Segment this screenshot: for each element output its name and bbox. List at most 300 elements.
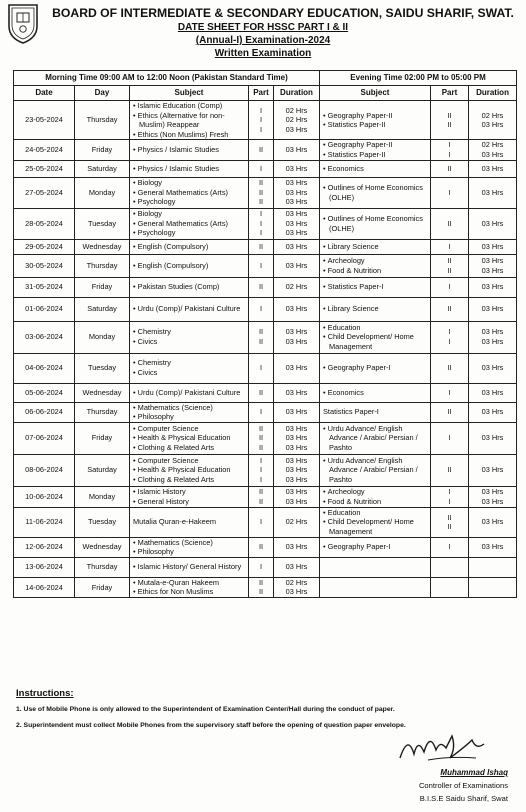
part-value: II (258, 241, 264, 251)
morning-duration-cell (274, 297, 320, 321)
morning-duration-cell (274, 277, 320, 297)
subject-item: • Psychology (132, 197, 246, 207)
handwritten-signature (380, 728, 510, 768)
day-cell: Thursday (75, 254, 130, 277)
duration-value: 03 Hrs (481, 387, 504, 397)
evening-duration-cell (469, 297, 517, 321)
part-value: I (259, 475, 263, 485)
evening-part-cell (431, 383, 469, 402)
evening-duration-cell (469, 383, 517, 402)
part-value: II (258, 587, 264, 597)
subject-item: • Food & Nutrition (322, 497, 428, 507)
subject-item: • Islamic History/ General History (132, 562, 246, 572)
part-value: II (447, 218, 452, 228)
subject-item: • Health & Physical Education (132, 465, 246, 475)
part-value: I (259, 465, 263, 475)
duration-value: 02 Hrs (481, 140, 504, 150)
evening-subject-cell (320, 101, 431, 140)
duration-value: 03 Hrs (285, 465, 308, 475)
evening-subject-cell (320, 297, 431, 321)
subject-item: • Archeology (322, 487, 428, 497)
table-row (14, 383, 517, 402)
subject-item: • Statistics Paper-II (322, 150, 428, 160)
duration-value: 03 Hrs (285, 363, 308, 373)
subject-item: • Mathematics (Science) (132, 538, 246, 548)
morning-part-cell (249, 277, 274, 297)
part-value: II (447, 304, 452, 314)
duration-value: 03 Hrs (285, 407, 308, 417)
date-cell: 31-05-2024 (14, 277, 75, 297)
subject-item: • Food & Nutrition (322, 266, 428, 276)
morning-part-cell (249, 557, 274, 577)
part-value: I (448, 487, 451, 497)
duration-value: 03 Hrs (481, 433, 504, 443)
date-cell: 30-05-2024 (14, 254, 75, 277)
morning-subject-cell (130, 557, 249, 577)
evening-subject-cell (320, 140, 431, 160)
day-cell: Saturday (75, 297, 130, 321)
evening-subject-cell (320, 254, 431, 277)
subject-item: • Urdu (Comp)/ Pakistani Culture (132, 388, 246, 398)
day-cell: Monday (75, 486, 130, 507)
part-value: I (259, 363, 263, 373)
evening-subject-cell (320, 402, 431, 422)
morning-duration-cell (274, 402, 320, 422)
subject-item: • Biology (132, 209, 246, 219)
part-value: II (447, 363, 452, 373)
date-cell: 04-06-2024 (14, 353, 75, 383)
morning-subject-cell (130, 208, 249, 239)
morning-subject-cell (130, 140, 249, 160)
part-value: II (447, 110, 452, 120)
subject-item: • Physics / Islamic Studies (132, 145, 246, 155)
duration-value: 02 Hrs (285, 115, 308, 125)
col-evening-subject: Subject (320, 86, 431, 101)
day-cell: Thursday (75, 101, 130, 140)
duration-value: 03 Hrs (285, 260, 308, 270)
evening-part-cell (431, 486, 469, 507)
part-value: II (447, 522, 452, 532)
evening-subject-cell (320, 321, 431, 353)
morning-subject-cell (130, 353, 249, 383)
evening-duration-cell (469, 160, 517, 177)
part-value: II (258, 187, 264, 197)
duration-value: 03 Hrs (285, 197, 308, 207)
part-value: I (259, 562, 263, 572)
evening-duration-cell (469, 177, 517, 208)
table-row (14, 454, 517, 486)
morning-subject-cell (130, 321, 249, 353)
morning-duration-cell (274, 486, 320, 507)
morning-subject-cell (130, 254, 249, 277)
day-cell: Saturday (75, 160, 130, 177)
part-value: I (259, 517, 263, 527)
day-cell: Tuesday (75, 507, 130, 537)
duration-value: 03 Hrs (481, 255, 504, 265)
subject-item: • Geography Paper-I (322, 363, 428, 373)
evening-duration-cell (469, 101, 517, 140)
morning-duration-cell (274, 208, 320, 239)
evening-session-heading: Evening Time 02:00 PM to 05:00 PM (320, 71, 517, 86)
duration-value: 03 Hrs (481, 265, 504, 275)
table-row (14, 507, 517, 537)
subject-item: • Ethics for Non Muslims (132, 587, 246, 597)
day-cell: Monday (75, 321, 130, 353)
duration-value: 03 Hrs (285, 163, 308, 173)
duration-value: 03 Hrs (481, 187, 504, 197)
evening-duration-cell (469, 557, 517, 577)
subject-item: Statistics Paper-I (323, 407, 379, 417)
evening-duration-cell (469, 208, 517, 239)
duration-value: 03 Hrs (285, 337, 308, 347)
duration-value: 03 Hrs (481, 487, 504, 497)
evening-subject-cell (320, 160, 431, 177)
duration-value: 03 Hrs (481, 218, 504, 228)
morning-part-cell (249, 383, 274, 402)
evening-duration-cell (469, 577, 517, 597)
duration-value: 03 Hrs (481, 120, 504, 130)
duration-value: 03 Hrs (285, 304, 308, 314)
signatory-name: Muhammad Ishaq (440, 768, 508, 777)
morning-subject-cell (130, 277, 249, 297)
morning-subject-cell (130, 486, 249, 507)
evening-subject-cell (320, 277, 431, 297)
table-row (14, 321, 517, 353)
part-value: I (448, 187, 451, 197)
duration-value: 03 Hrs (285, 487, 308, 497)
date-cell: 11-06-2024 (14, 507, 75, 537)
duration-value: 02 Hrs (285, 577, 308, 587)
duration-value: 03 Hrs (285, 423, 308, 433)
evening-part-cell (431, 239, 469, 254)
morning-duration-cell (274, 537, 320, 557)
subject-item: • Urdu Advance/ English Advance / Arabic/ Persian / Pashto (322, 424, 428, 453)
part-value: II (258, 433, 264, 443)
evening-subject-cell (320, 208, 431, 239)
part-value: II (447, 265, 452, 275)
morning-subject-cell (130, 239, 249, 254)
part-value: II (258, 423, 264, 433)
morning-duration-cell (274, 101, 320, 140)
duration-value: 03 Hrs (285, 587, 308, 597)
duration-value: 03 Hrs (481, 465, 504, 475)
duration-value: 03 Hrs (481, 304, 504, 314)
morning-part-cell (249, 254, 274, 277)
evening-part-cell (431, 160, 469, 177)
part-value: I (259, 218, 263, 228)
col-date: Date (14, 86, 75, 101)
evening-subject-cell (320, 177, 431, 208)
part-value: II (447, 512, 452, 522)
morning-subject-cell (130, 383, 249, 402)
date-cell: 14-06-2024 (14, 577, 75, 597)
part-value: II (258, 197, 264, 207)
subject-item: • Chemistry (132, 358, 246, 368)
morning-part-cell (249, 454, 274, 486)
part-value: II (258, 327, 264, 337)
col-day: Day (75, 86, 130, 101)
subject-item: • Mathematics (Science) (132, 403, 246, 413)
part-value: II (258, 178, 264, 188)
part-value: II (258, 487, 264, 497)
part-value: I (259, 228, 263, 238)
subject-item: • Computer Science (132, 424, 246, 434)
evening-duration-cell (469, 537, 517, 557)
subject-item: • Urdu (Comp)/ Pakistani Culture (132, 304, 246, 314)
part-value: I (259, 304, 263, 314)
morning-part-cell (249, 486, 274, 507)
morning-duration-cell (274, 507, 320, 537)
subject-item: • Archeology (322, 256, 428, 266)
evening-part-cell (431, 177, 469, 208)
table-row (14, 577, 517, 597)
evening-subject-cell (320, 353, 431, 383)
subject-item: • Child Development/ Home Management (322, 517, 428, 536)
morning-duration-cell (274, 140, 320, 160)
subject-item: • Ethics (Non Muslims) Fresh (132, 130, 246, 140)
duration-value: 02 Hrs (285, 517, 308, 527)
col-subject: Subject (130, 86, 249, 101)
subject-item: • Clothing & Related Arts (132, 443, 246, 453)
evening-duration-cell (469, 254, 517, 277)
evening-duration-cell (469, 454, 517, 486)
part-value: II (447, 255, 452, 265)
board-title: BOARD OF INTERMEDIATE & SECONDARY EDUCATION, SAIDU SHARIF, SWAT. (52, 6, 514, 20)
morning-subject-cell (130, 537, 249, 557)
evening-duration-cell (469, 507, 517, 537)
evening-subject-cell (320, 486, 431, 507)
subject-item: • General Mathematics (Arts) (132, 219, 246, 229)
subject-item: • Islamic History (132, 487, 246, 497)
morning-part-cell (249, 239, 274, 254)
evening-duration-cell (469, 402, 517, 422)
morning-subject-cell (130, 297, 249, 321)
part-value: I (259, 260, 263, 270)
part-value: II (258, 443, 264, 453)
morning-subject-cell (130, 577, 249, 597)
morning-part-cell (249, 297, 274, 321)
duration-value: 03 Hrs (285, 475, 308, 485)
morning-part-cell (249, 353, 274, 383)
morning-duration-cell (274, 353, 320, 383)
evening-part-cell (431, 140, 469, 160)
part-value: I (259, 115, 263, 125)
morning-duration-cell (274, 383, 320, 402)
subject-item: • Chemistry (132, 327, 246, 337)
day-cell: Friday (75, 422, 130, 454)
date-cell: 12-06-2024 (14, 537, 75, 557)
evening-part-cell (431, 557, 469, 577)
date-cell: 29-05-2024 (14, 239, 75, 254)
subject-item: • Physics / Islamic Studies (132, 164, 246, 174)
evening-subject-cell (320, 537, 431, 557)
signatory-title: Controller of Examinations (418, 781, 508, 790)
subject-item: • Library Science (322, 242, 428, 252)
morning-part-cell (249, 160, 274, 177)
duration-value: 03 Hrs (481, 496, 504, 506)
duration-value: 03 Hrs (285, 496, 308, 506)
duration-value: 03 Hrs (481, 282, 504, 292)
subject-item: • Statistics Paper-II (322, 120, 428, 130)
duration-value: 03 Hrs (481, 363, 504, 373)
table-row (14, 422, 517, 454)
subject-item: • Islamic Education (Comp) (132, 101, 246, 111)
date-cell: 28-05-2024 (14, 208, 75, 239)
duration-value: 03 Hrs (285, 209, 308, 219)
morning-session-heading: Morning Time 09:00 AM to 12:00 Noon (Pakistan Standard Time) (14, 71, 320, 86)
subject-item: • Geography Paper-I (322, 542, 428, 552)
table-row (14, 353, 517, 383)
subject-item: • English (Compulsory) (132, 261, 246, 271)
subject-item: • Education (322, 508, 428, 518)
part-value: I (448, 327, 451, 337)
date-cell: 24-05-2024 (14, 140, 75, 160)
table-row (14, 402, 517, 422)
part-value: II (258, 577, 264, 587)
evening-part-cell (431, 577, 469, 597)
subject-item: • General History (132, 497, 246, 507)
col-part: Part (249, 86, 274, 101)
subject-item: • Economics (322, 388, 428, 398)
evening-duration-cell (469, 486, 517, 507)
subject-item: • Philosophy (132, 412, 246, 422)
duration-value: 03 Hrs (285, 218, 308, 228)
part-value: II (258, 387, 264, 397)
date-cell: 23-05-2024 (14, 101, 75, 140)
table-row (14, 160, 517, 177)
part-value: I (259, 163, 263, 173)
duration-value: 03 Hrs (285, 542, 308, 552)
date-cell: 07-06-2024 (14, 422, 75, 454)
morning-duration-cell (274, 160, 320, 177)
table-row (14, 297, 517, 321)
duration-value: 02 Hrs (285, 282, 308, 292)
morning-subject-cell (130, 454, 249, 486)
evening-subject-cell (320, 577, 431, 597)
morning-part-cell (249, 208, 274, 239)
evening-part-cell (431, 422, 469, 454)
part-value: I (448, 433, 451, 443)
table-row (14, 101, 517, 140)
day-cell: Thursday (75, 557, 130, 577)
part-value: I (259, 124, 263, 134)
evening-part-cell (431, 208, 469, 239)
date-cell: 10-06-2024 (14, 486, 75, 507)
part-value: II (258, 337, 264, 347)
morning-part-cell (249, 422, 274, 454)
morning-part-cell (249, 101, 274, 140)
duration-value: 03 Hrs (481, 542, 504, 552)
duration-value: 02 Hrs (285, 105, 308, 115)
duration-value: 03 Hrs (481, 327, 504, 337)
duration-value: 03 Hrs (285, 562, 308, 572)
table-row (14, 177, 517, 208)
morning-subject-cell (130, 402, 249, 422)
morning-duration-cell (274, 557, 320, 577)
subject-item: • Pakistan Studies (Comp) (132, 282, 246, 292)
evening-subject-cell (320, 557, 431, 577)
exam-session: (Annual-I) Examination-2024 (195, 35, 331, 46)
evening-subject-cell (320, 454, 431, 486)
evening-part-cell (431, 321, 469, 353)
part-value: II (447, 465, 452, 475)
col-evening-duration: Duration (469, 86, 517, 101)
evening-subject-cell (320, 239, 431, 254)
evening-part-cell (431, 402, 469, 422)
morning-subject-cell (130, 160, 249, 177)
morning-duration-cell (274, 422, 320, 454)
subject-item: • Mutala-e-Quran Hakeem (132, 578, 246, 588)
morning-part-cell (249, 177, 274, 208)
duration-value: 03 Hrs (285, 187, 308, 197)
table-row (14, 239, 517, 254)
morning-part-cell (249, 140, 274, 160)
day-cell: Friday (75, 140, 130, 160)
subject-item: • Outlines of Home Economics (OLHE) (322, 214, 428, 233)
duration-value: 03 Hrs (481, 149, 504, 159)
date-cell: 13-06-2024 (14, 557, 75, 577)
morning-subject-cell (130, 177, 249, 208)
duration-value: 03 Hrs (481, 407, 504, 417)
evening-duration-cell (469, 422, 517, 454)
part-value: I (448, 241, 451, 251)
subject-item: Mutalia Quran-e-Hakeem (133, 517, 216, 527)
day-cell: Wednesday (75, 239, 130, 254)
table-row (14, 140, 517, 160)
subject-item: • Civics (132, 368, 246, 378)
subject-item: • Geography Paper-II (322, 111, 428, 121)
datesheet-title: DATE SHEET FOR HSSC PART I & II (177, 22, 349, 33)
evening-duration-cell (469, 277, 517, 297)
subject-item: • Economics (322, 164, 428, 174)
morning-part-cell (249, 507, 274, 537)
part-value: I (259, 105, 263, 115)
subject-item: • Child Development/ Home Management (322, 332, 428, 351)
instruction-item: 2. Superintendent must collect Mobile Phones from the supervisory staff before the opening of question paper envelope. (16, 722, 406, 729)
table-row (14, 557, 517, 577)
date-cell: 06-06-2024 (14, 402, 75, 422)
part-value: I (259, 209, 263, 219)
part-value: I (448, 496, 451, 506)
instruction-item: 1. Use of Mobile Phone is only allowed to the Superintendent of Examination Center/Hall during the conduct of paper. (16, 706, 395, 713)
exam-type: Written Examination (214, 48, 312, 59)
date-cell: 27-05-2024 (14, 177, 75, 208)
table-row (14, 537, 517, 557)
evening-part-cell (431, 507, 469, 537)
col-duration: Duration (274, 86, 320, 101)
evening-duration-cell (469, 321, 517, 353)
morning-duration-cell (274, 321, 320, 353)
evening-duration-cell (469, 140, 517, 160)
day-cell: Tuesday (75, 353, 130, 383)
table-row (14, 486, 517, 507)
evening-duration-cell (469, 239, 517, 254)
part-value: I (448, 140, 451, 150)
day-cell: Wednesday (75, 537, 130, 557)
duration-value: 03 Hrs (481, 337, 504, 347)
evening-subject-cell (320, 507, 431, 537)
duration-value: 03 Hrs (285, 145, 308, 155)
subject-item: • Ethics (Alternative for non-Muslim) Reappear (132, 111, 246, 130)
part-value: I (448, 542, 451, 552)
date-cell: 03-06-2024 (14, 321, 75, 353)
subject-item: • Civics (132, 337, 246, 347)
date-cell: 01-06-2024 (14, 297, 75, 321)
evening-part-cell (431, 297, 469, 321)
subject-item: • General Mathematics (Arts) (132, 188, 246, 198)
evening-subject-cell (320, 422, 431, 454)
part-value: II (258, 496, 264, 506)
